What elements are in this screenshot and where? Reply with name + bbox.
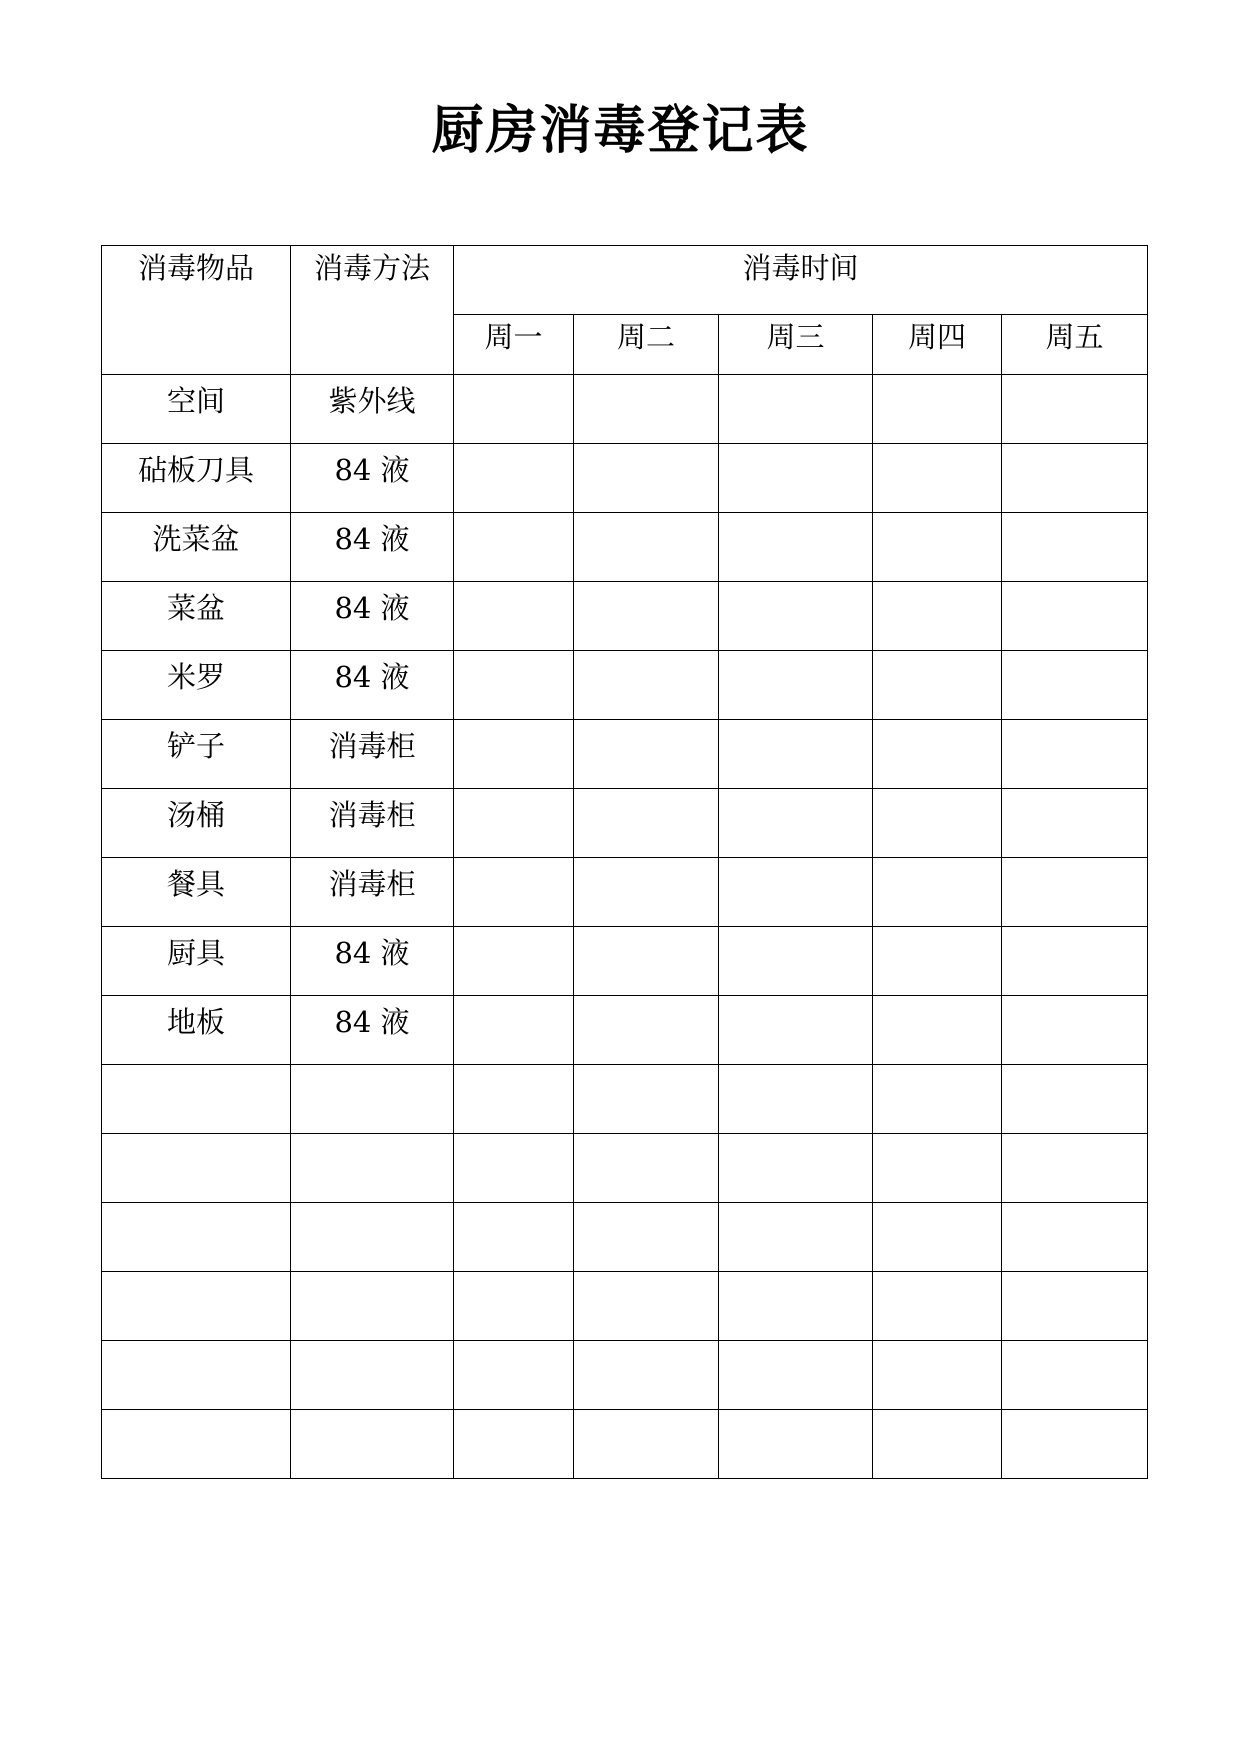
row-method-cell — [291, 375, 454, 444]
row-item-label — [102, 1341, 290, 1345]
row-method-cell — [291, 1410, 454, 1479]
day-entry-cell[interactable] — [719, 582, 873, 651]
day-entry-cell[interactable] — [719, 720, 873, 789]
table-row — [102, 1134, 1148, 1203]
day-entry-cell[interactable] — [574, 651, 719, 720]
row-method-label: 84 液 — [334, 936, 410, 970]
row-method-label: 84 液 — [334, 453, 410, 487]
row-method-label — [291, 1134, 453, 1138]
table-row — [102, 996, 1148, 1065]
row-method-cell — [291, 858, 454, 927]
row-method-cell — [291, 1065, 454, 1134]
row-method-label: 消毒柜 — [328, 798, 416, 832]
row-method-label — [291, 1065, 453, 1069]
page-title: 厨房消毒登记表 — [431, 100, 810, 161]
row-method-label: 紫外线 — [328, 384, 416, 418]
day-entry-cell[interactable] — [719, 1410, 873, 1479]
day-entry-cell[interactable] — [574, 927, 719, 996]
day-entry-cell[interactable] — [1002, 1341, 1148, 1410]
day-entry-cell[interactable] — [454, 1134, 574, 1203]
header-day-thu: 周四 — [873, 315, 1002, 375]
day-entry-cell[interactable] — [719, 375, 873, 444]
day-entry-cell[interactable] — [454, 375, 574, 444]
day-entry-cell[interactable] — [454, 582, 574, 651]
row-item-label: 铲子 — [166, 729, 225, 763]
table-row — [102, 1341, 1148, 1410]
day-entry-cell[interactable] — [454, 1203, 574, 1272]
day-entry-cell[interactable] — [719, 1134, 873, 1203]
day-entry-cell[interactable] — [873, 789, 1002, 858]
header-method: 消毒方法 — [291, 246, 454, 375]
table-row — [102, 513, 1148, 582]
row-method-label: 消毒柜 — [328, 867, 416, 901]
day-entry-cell[interactable] — [454, 1410, 574, 1479]
day-entry-cell[interactable] — [574, 1341, 719, 1410]
day-entry-cell[interactable] — [574, 1272, 719, 1341]
row-item-label — [102, 1410, 290, 1414]
day-entry-cell[interactable] — [1002, 444, 1148, 513]
day-entry-cell[interactable] — [574, 375, 719, 444]
row-item-cell — [102, 1065, 291, 1134]
table-row — [102, 582, 1148, 651]
day-entry-cell[interactable] — [873, 1065, 1002, 1134]
row-method-cell — [291, 444, 454, 513]
day-entry-cell[interactable] — [454, 858, 574, 927]
row-item-cell — [102, 582, 291, 651]
row-method-label — [291, 1410, 453, 1414]
row-method-label — [291, 1272, 453, 1276]
day-entry-cell[interactable] — [1002, 651, 1148, 720]
row-item-cell — [102, 1341, 291, 1410]
day-entry-cell[interactable] — [873, 1134, 1002, 1203]
log-body — [102, 375, 1148, 1479]
day-entry-cell[interactable] — [454, 927, 574, 996]
day-entry-cell[interactable] — [873, 582, 1002, 651]
row-method-cell — [291, 582, 454, 651]
header-day-wed: 周三 — [719, 315, 873, 375]
row-item-label: 汤桶 — [166, 798, 225, 832]
row-item-label — [102, 1134, 290, 1138]
row-item-label: 厨具 — [166, 936, 225, 970]
row-item-label: 菜盆 — [166, 591, 225, 625]
day-entry-cell[interactable] — [454, 789, 574, 858]
day-entry-cell[interactable] — [574, 720, 719, 789]
row-method-label: 84 液 — [334, 591, 410, 625]
day-entry-cell[interactable] — [574, 1203, 719, 1272]
day-entry-cell[interactable] — [719, 1272, 873, 1341]
row-item-label — [102, 1272, 290, 1276]
day-entry-cell[interactable] — [873, 651, 1002, 720]
day-entry-cell[interactable] — [719, 513, 873, 582]
day-entry-cell[interactable] — [873, 1203, 1002, 1272]
day-entry-cell[interactable] — [719, 1065, 873, 1134]
row-method-cell — [291, 1203, 454, 1272]
day-entry-cell[interactable] — [1002, 720, 1148, 789]
row-item-label: 米罗 — [166, 660, 225, 694]
row-method-cell — [291, 513, 454, 582]
day-entry-cell[interactable] — [1002, 927, 1148, 996]
row-item-cell — [102, 651, 291, 720]
day-entry-cell[interactable] — [574, 1134, 719, 1203]
table-row — [102, 720, 1148, 789]
header-time: 消毒时间 — [454, 246, 1148, 315]
row-method-label — [291, 1341, 453, 1345]
day-entry-cell[interactable] — [454, 1272, 574, 1341]
row-item-cell — [102, 858, 291, 927]
header-day-fri: 周五 — [1002, 315, 1148, 375]
day-entry-cell[interactable] — [1002, 789, 1148, 858]
row-item-label — [102, 1065, 290, 1069]
day-entry-cell[interactable] — [1002, 513, 1148, 582]
table-row — [102, 375, 1148, 444]
day-entry-cell[interactable] — [719, 1341, 873, 1410]
day-entry-cell[interactable] — [454, 1341, 574, 1410]
day-entry-cell[interactable] — [454, 1065, 574, 1134]
row-item-cell — [102, 1134, 291, 1203]
row-item-cell — [102, 1203, 291, 1272]
day-entry-cell[interactable] — [1002, 1065, 1148, 1134]
day-entry-cell[interactable] — [574, 1410, 719, 1479]
row-method-cell — [291, 651, 454, 720]
day-entry-cell[interactable] — [873, 375, 1002, 444]
table-row — [102, 651, 1148, 720]
day-entry-cell[interactable] — [719, 927, 873, 996]
day-entry-cell[interactable] — [873, 444, 1002, 513]
row-item-label: 空间 — [166, 384, 225, 418]
day-entry-cell[interactable] — [873, 720, 1002, 789]
day-entry-cell[interactable] — [719, 996, 873, 1065]
row-item-cell — [102, 1410, 291, 1479]
day-entry-cell[interactable] — [719, 789, 873, 858]
day-entry-cell[interactable] — [574, 1065, 719, 1134]
day-entry-cell[interactable] — [1002, 858, 1148, 927]
day-entry-cell[interactable] — [574, 582, 719, 651]
day-entry-cell[interactable] — [1002, 1134, 1148, 1203]
row-method-label: 84 液 — [334, 660, 410, 694]
row-method-cell — [291, 996, 454, 1065]
table-row — [102, 858, 1148, 927]
row-method-cell — [291, 720, 454, 789]
row-method-cell — [291, 789, 454, 858]
row-item-cell — [102, 1272, 291, 1341]
header-day-tue: 周二 — [574, 315, 719, 375]
row-item-cell — [102, 444, 291, 513]
row-item-cell — [102, 996, 291, 1065]
day-entry-cell[interactable] — [1002, 375, 1148, 444]
row-method-cell — [291, 1272, 454, 1341]
day-entry-cell[interactable] — [719, 1203, 873, 1272]
day-entry-cell[interactable] — [873, 1341, 1002, 1410]
table-row — [102, 1065, 1148, 1134]
row-item-cell — [102, 375, 291, 444]
day-entry-cell[interactable] — [873, 858, 1002, 927]
table-row — [102, 1410, 1148, 1479]
day-entry-cell[interactable] — [719, 858, 873, 927]
table-row — [102, 1203, 1148, 1272]
row-item-cell — [102, 720, 291, 789]
table-row — [102, 444, 1148, 513]
row-item-cell — [102, 513, 291, 582]
day-entry-cell[interactable] — [454, 720, 574, 789]
row-item-label: 洗菜盆 — [152, 522, 240, 556]
day-entry-cell[interactable] — [719, 651, 873, 720]
day-entry-cell[interactable] — [873, 927, 1002, 996]
row-method-label — [291, 1203, 453, 1207]
day-entry-cell[interactable] — [873, 513, 1002, 582]
day-entry-cell[interactable] — [574, 858, 719, 927]
day-entry-cell[interactable] — [1002, 1410, 1148, 1479]
disinfection-log-table — [101, 245, 1148, 1479]
row-item-label: 砧板刀具 — [137, 453, 254, 487]
day-entry-cell[interactable] — [719, 444, 873, 513]
day-entry-cell[interactable] — [454, 996, 574, 1065]
day-entry-cell[interactable] — [873, 996, 1002, 1065]
row-method-cell — [291, 1341, 454, 1410]
day-entry-cell[interactable] — [1002, 996, 1148, 1065]
row-method-cell — [291, 1134, 454, 1203]
row-method-cell — [291, 927, 454, 996]
header-day-mon: 周一 — [454, 315, 574, 375]
day-entry-cell[interactable] — [454, 444, 574, 513]
day-entry-cell[interactable] — [1002, 582, 1148, 651]
day-entry-cell[interactable] — [574, 513, 719, 582]
day-entry-cell[interactable] — [574, 444, 719, 513]
row-method-label: 消毒柜 — [328, 729, 416, 763]
day-entry-cell[interactable] — [873, 1272, 1002, 1341]
day-entry-cell[interactable] — [574, 996, 719, 1065]
day-entry-cell[interactable] — [873, 1410, 1002, 1479]
day-entry-cell[interactable] — [1002, 1203, 1148, 1272]
table-row — [102, 1272, 1148, 1341]
row-item-cell — [102, 927, 291, 996]
row-item-cell — [102, 789, 291, 858]
day-entry-cell[interactable] — [574, 789, 719, 858]
row-method-label: 84 液 — [334, 522, 410, 556]
row-item-label: 餐具 — [166, 867, 225, 901]
day-entry-cell[interactable] — [454, 513, 574, 582]
table-row — [102, 927, 1148, 996]
row-item-label: 地板 — [166, 1005, 225, 1039]
row-item-label — [102, 1203, 290, 1207]
table-row — [102, 789, 1148, 858]
row-method-label: 84 液 — [334, 1005, 410, 1039]
header-item: 消毒物品 — [102, 246, 291, 375]
day-entry-cell[interactable] — [454, 651, 574, 720]
day-entry-cell[interactable] — [1002, 1272, 1148, 1341]
